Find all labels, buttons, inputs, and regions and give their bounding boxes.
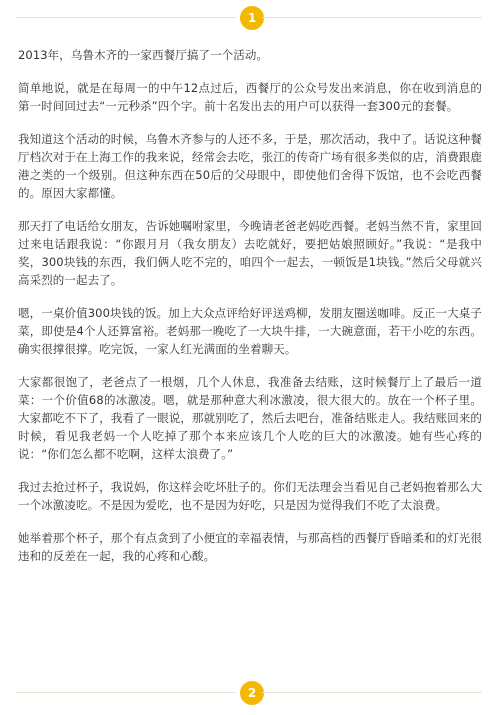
paragraph-5: 嗯，一桌价值300块钱的饭。加上大众点评给好评送鸡柳，发朋友圈送咖啡。反正一大桌子菜，即使是4个人还算富裕。老妈那一晚吃了一大块牛排，一大碗意面，若干小吃的东西。确实很撑很撑。吃完饭，一家人红光满面的坐着聊天。: [18, 306, 482, 356]
paragraph-7: 我过去抢过杯子，我说妈，你这样会吃坏肚子的。你们无法理会当看见自己老妈抱着那么大一个冰激凌吃。不是因为爱吃，也不是因为好吃，只是因为觉得我们不吃了太浪费。: [18, 480, 482, 512]
divider-line-right: [262, 17, 482, 18]
section-divider-top: [0, 5, 497, 31]
divider-line-right: [262, 692, 482, 693]
article-body: [18, 46, 482, 580]
paragraph-6: 大家都很饱了，老爸点了一根烟，几个人休息，我准备去结账，这时候餐厅上了最后一道菜：一个价值68的冰激凌。嗯，就是那种意大利冰激凌，很大很大的。放在一个杯子里。大家都吃不下了，我看了一眼说，那就别吃了，然后去吧台，准备结账走人。我结账回来的时候，看见我老妈一个人吃掉了那个本来应该几个人吃的巨大的冰激凌。她有些心疼的说：“你们怎么都不吃啊，这样太浪费了。”: [18, 375, 482, 461]
section-number-badge: 1: [240, 6, 264, 30]
paragraph-2: 简单地说，就是在每周一的中午12点过后，西餐厅的公众号发出来消息，你在收到消息的第一时间回过去“一元秒杀”四个字。前十名发出去的用户可以获得一套300元的套餐。: [18, 81, 482, 113]
paragraph-8: 她举着那个杯子，那个有点贪到了小便宜的幸福表情，与那高档的西餐厅昏暗柔和的灯光很违和的反差在一起，我的心疼和心酸。: [18, 531, 482, 563]
section-number-badge: 2: [240, 681, 264, 705]
section-divider-bottom: [0, 680, 497, 706]
divider-line-left: [16, 17, 236, 18]
paragraph-4: 那天打了电话给女朋友，告诉她嘱咐家里，今晚请老爸老妈吃西餐。老妈当然不肯，家里回过来电话跟我说：“你跟月月（我女朋友）去吃就好，要把姑娘照顾好。”我说：“是我中奖，300块钱的东西，我们俩人吃不完的，咱四个一起去，一顿饭是1块钱。”然后父母就兴高采烈的一起去了。: [18, 219, 482, 287]
paragraph-1: 2013年，乌鲁木齐的一家西餐厅搞了一个活动。: [18, 48, 269, 62]
divider-line-left: [16, 692, 236, 693]
paragraph-3: 我知道这个活动的时候，乌鲁木齐参与的人还不多，于是，那次活动，我中了。话说这种餐厅档次对于在上海工作的我来说，经常会去吃，张江的传奇广场有很多类似的店，消费跟鹿港之类的一个级别。但这种东西在50后的父母眼中，即使他们舍得下饭馆，也不会吃西餐的。原因大家都懂。: [18, 132, 482, 200]
